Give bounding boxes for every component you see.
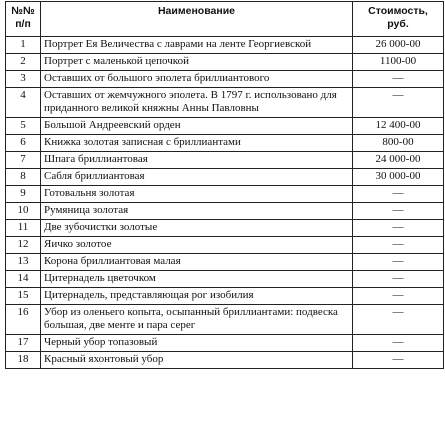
table-row bbox=[6, 203, 444, 220]
row-cost: 800-00 bbox=[353, 135, 444, 152]
row-name: Цитернадель, представляющая рог изобилия bbox=[41, 288, 353, 305]
table-row bbox=[6, 54, 444, 71]
row-name: Черный убор топазовый bbox=[41, 335, 353, 352]
row-number: 11 bbox=[6, 220, 41, 237]
row-cost: 24 000-00 bbox=[353, 152, 444, 169]
row-name: Оставших от большого эполета бриллиантового bbox=[41, 71, 353, 88]
row-cost: — bbox=[353, 186, 444, 203]
row-name: Красный яхонтовый убор bbox=[41, 352, 353, 369]
table-body bbox=[6, 37, 444, 369]
row-cost: — bbox=[353, 305, 444, 335]
row-cost: — bbox=[353, 288, 444, 305]
row-number: 2 bbox=[6, 54, 41, 71]
table-row bbox=[6, 152, 444, 169]
row-cost: — bbox=[353, 220, 444, 237]
row-cost: — bbox=[353, 254, 444, 271]
row-name: Шпага бриллиантовая bbox=[41, 152, 353, 169]
table-row bbox=[6, 186, 444, 203]
row-name: Убор из оленьего копыта, осыпанный бриллиантами: подвеска большая, две менте и пара серег bbox=[41, 305, 353, 335]
row-cost: 30 000-00 bbox=[353, 169, 444, 186]
table-header-row bbox=[6, 2, 444, 37]
row-name: Оставших от жемчужного эполета. В 1797 г. использовано для приданного великой княжны Анны Павловны bbox=[41, 88, 353, 118]
row-number: 16 bbox=[6, 305, 41, 335]
row-number: 15 bbox=[6, 288, 41, 305]
header-number: №№ п/п bbox=[6, 2, 41, 37]
row-cost: 1100-00 bbox=[353, 54, 444, 71]
table-row bbox=[6, 237, 444, 254]
row-name: Готовальня золотая bbox=[41, 186, 353, 203]
row-cost: — bbox=[353, 71, 444, 88]
row-name: Яичко золотое bbox=[41, 237, 353, 254]
row-number: 12 bbox=[6, 237, 41, 254]
row-cost: — bbox=[353, 88, 444, 118]
table-row bbox=[6, 71, 444, 88]
row-cost: 26 000-00 bbox=[353, 37, 444, 54]
header-name: Наименование bbox=[41, 2, 353, 37]
row-number: 8 bbox=[6, 169, 41, 186]
row-cost: — bbox=[353, 335, 444, 352]
row-name: Корона бриллиантовая малая bbox=[41, 254, 353, 271]
row-cost: — bbox=[353, 203, 444, 220]
row-number: 9 bbox=[6, 186, 41, 203]
row-number: 1 bbox=[6, 37, 41, 54]
table-row bbox=[6, 288, 444, 305]
row-cost: — bbox=[353, 271, 444, 288]
row-name: Румяница золотая bbox=[41, 203, 353, 220]
row-name: Сабля бриллиантовая bbox=[41, 169, 353, 186]
inventory-table bbox=[5, 1, 444, 369]
row-number: 13 bbox=[6, 254, 41, 271]
row-name: Книжка золотая записная с бриллиантами bbox=[41, 135, 353, 152]
table-row bbox=[6, 220, 444, 237]
table-row bbox=[6, 37, 444, 54]
table-row bbox=[6, 88, 444, 118]
row-number: 4 bbox=[6, 88, 41, 118]
row-name: Портрет с маленькой цепочкой bbox=[41, 54, 353, 71]
row-number: 10 bbox=[6, 203, 41, 220]
row-cost: — bbox=[353, 237, 444, 254]
row-number: 17 bbox=[6, 335, 41, 352]
row-number: 5 bbox=[6, 118, 41, 135]
table-row bbox=[6, 254, 444, 271]
row-number: 3 bbox=[6, 71, 41, 88]
table-row bbox=[6, 335, 444, 352]
table-row bbox=[6, 305, 444, 335]
table-row bbox=[6, 118, 444, 135]
table-row bbox=[6, 352, 444, 369]
row-name: Большой Андреевский орден bbox=[41, 118, 353, 135]
row-name: Цитернадель цветочком bbox=[41, 271, 353, 288]
row-number: 6 bbox=[6, 135, 41, 152]
row-name: Портрет Ея Величества с лаврами на ленте Георгиевской bbox=[41, 37, 353, 54]
table-row bbox=[6, 271, 444, 288]
row-number: 14 bbox=[6, 271, 41, 288]
row-cost: — bbox=[353, 352, 444, 369]
table-row bbox=[6, 169, 444, 186]
row-number: 7 bbox=[6, 152, 41, 169]
header-cost: Стоимость, руб. bbox=[353, 2, 444, 37]
row-name: Две зубочистки золотые bbox=[41, 220, 353, 237]
table-row bbox=[6, 135, 444, 152]
row-cost: 12 400-00 bbox=[353, 118, 444, 135]
row-number: 18 bbox=[6, 352, 41, 369]
